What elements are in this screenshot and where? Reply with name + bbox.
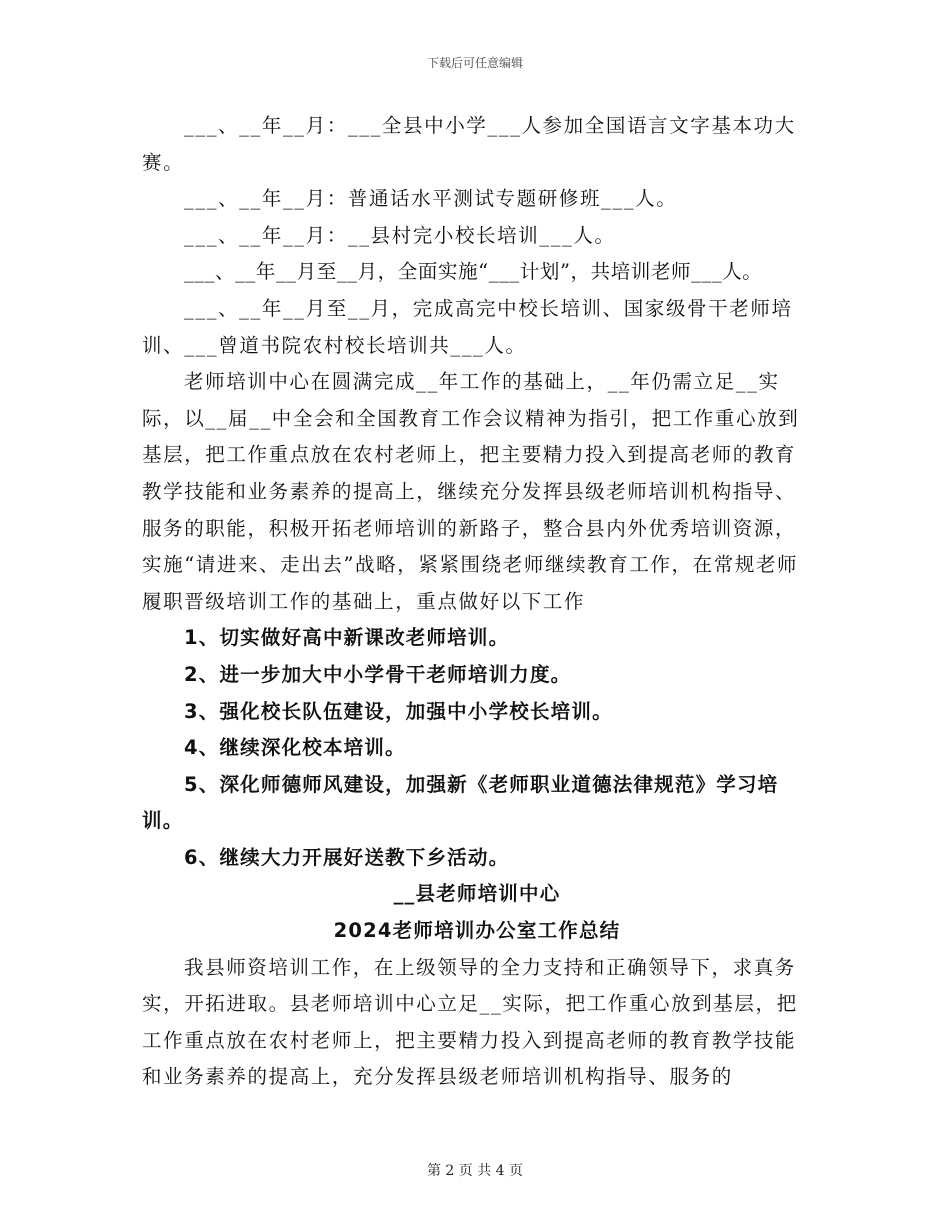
paragraph-item: 老师培训中心在圆满完成__年工作的基础上，__年仍需立足__实际，以__届__中全会和全国教育工作会议精神为指引，把工作重心放到基层，把工作重点放在农村老师上，把主要精力投入到提高老师的教育教学技能和业务素养的提高上，继续充分发挥县级老师培训机构指导、服务的职能，积极开拓老师培训的新路子，整合县内外优秀培训资源，实施“请进来、走出去”战略，紧紧围绕老师继续教育工作，在常规老师履职晋级培训工作的基础上，重点做好以下工作	[142, 370, 800, 613]
paragraph-item: ___、__年__月：普通话水平测试专题研修班___人。	[184, 187, 678, 211]
task-item: 2、进一步加大中小学骨干老师培训力度。	[184, 662, 572, 686]
task-item: 3、强化校长队伍建设，加强中小学校长培训。	[184, 699, 613, 723]
document-title: 2024老师培训办公室工作总结	[333, 919, 621, 943]
paragraph-item: ___、__年__月至__月，完成高完中校长培训、国家级骨干老师培训、___曾道书院农村校长培训共___人。	[142, 296, 793, 357]
paragraph-item: ___、__年__月：___全县中小学___人参加全国语言文字基本功大赛。	[142, 114, 796, 174]
task-item: 5、深化师德师风建设，加强新《老师职业道德法律规范》学习培训。	[142, 772, 779, 833]
document-body	[142, 108, 812, 1096]
paragraph-item: ___、__年__月至__月，全面实施“___计划”，共培训老师___人。	[184, 260, 763, 284]
signature: __县老师培训中心	[393, 882, 561, 906]
task-item: 1、切实做好高中新课改老师培训。	[184, 626, 510, 650]
task-item: 6、继续大力开展好送教下乡活动。	[184, 845, 510, 869]
page-header: 下载后可任意编辑	[426, 56, 523, 70]
page-footer: 第 2 页 共 4 页	[426, 1163, 524, 1179]
body-paragraph: 我县师资培训工作，在上级领导的全力支持和正确领导下，求真务实，开拓进取。县老师培训中心立足__实际，把工作重心放到基层，把工作重点放在农村老师上，把主要精力投入到提高老师的教育教学技能和业务素养的提高上，充分发挥县级老师培训机构指导、服务的	[142, 955, 798, 1089]
paragraph-item: ___、__年__月：__县村完小校长培训___人。	[184, 223, 616, 247]
task-item: 4、继续深化校本培训。	[184, 736, 406, 760]
